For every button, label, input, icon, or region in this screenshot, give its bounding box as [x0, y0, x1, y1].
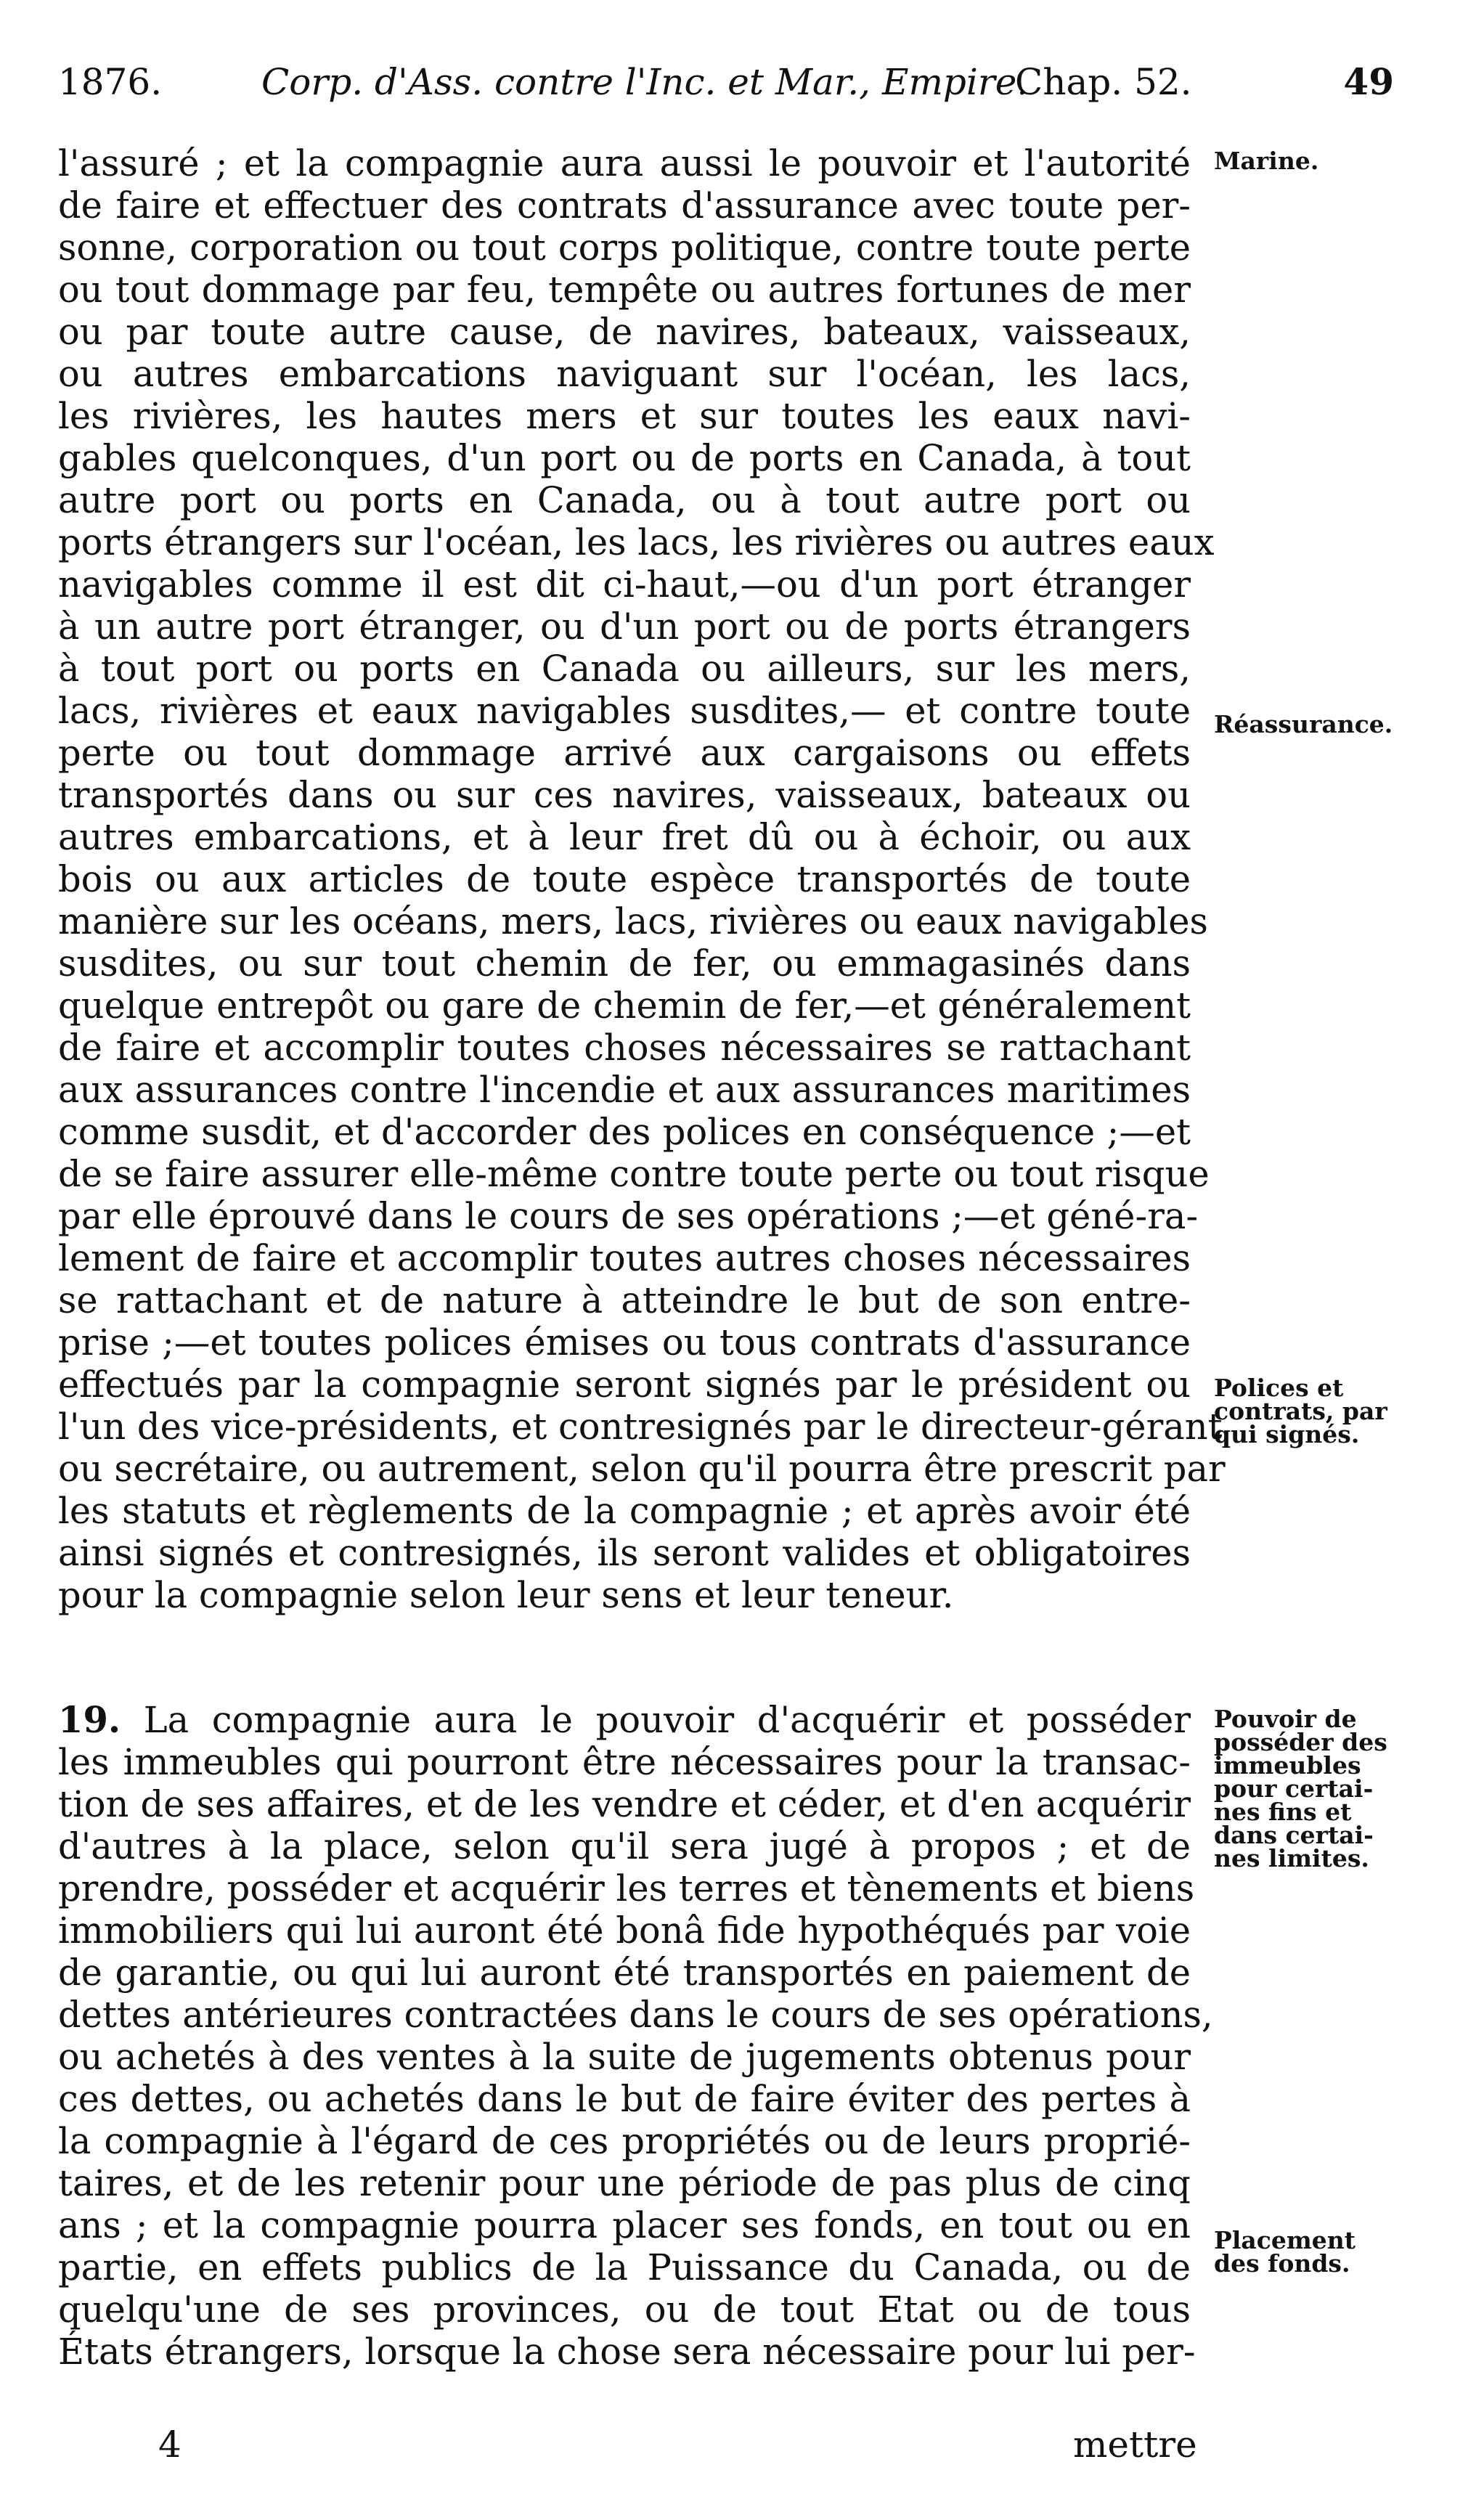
- text-line: navigables comme il est dit ci-haut,—ou d'un port étranger: [58, 563, 1191, 606]
- marginal-note-line: Pouvoir de: [1214, 1705, 1357, 1733]
- text-line: lacs, rivières et eaux navigables susdites,— et contre toute: [58, 690, 1191, 732]
- text-line: autre port ou ports en Canada, ou à tout autre port ou: [58, 479, 1191, 521]
- text-line: l'assuré ; et la compagnie aura aussi le pouvoir et l'autorité: [58, 142, 1191, 184]
- marginal-note-line: nes fins et: [1214, 1798, 1352, 1826]
- text-line: dettes antérieures contractées dans le cours de ses opérations,: [58, 1994, 1213, 2036]
- paragraph-section-19: [58, 1699, 1213, 2373]
- text-line: perte ou tout dommage arrivé aux cargaisons ou effets: [58, 732, 1191, 774]
- text-line: ports étrangers sur l'océan, les lacs, les rivières ou autres eaux: [58, 521, 1215, 563]
- text-line: ou tout dommage par feu, tempête ou autres fortunes de mer: [58, 269, 1191, 311]
- section-19-first-line-text: La compagnie aura le pouvoir d'acquérir et posséder: [143, 1699, 1191, 1741]
- marginal-note-placement: [1214, 2226, 1432, 2278]
- text-line: gables quelconques, d'un port ou de ports en Canada, à tout: [58, 437, 1191, 479]
- text-line: les rivières, les hautes mers et sur toutes les eaux navi-: [58, 395, 1191, 437]
- catchword: mettre: [1073, 2424, 1197, 2466]
- text-line: ou achetés à des ventes à la suite de jugements obtenus pour: [58, 2036, 1191, 2078]
- text-line: pour la compagnie selon leur sens et leur teneur.: [58, 1574, 954, 1616]
- text-line: de se faire assurer elle-même contre toute perte ou tout risque: [58, 1153, 1210, 1195]
- text-line: par elle éprouvé dans le cours de ses opérations ;—et géné-ra-: [58, 1195, 1199, 1237]
- marginal-note-line: qui signés.: [1214, 1420, 1360, 1448]
- section-19-first-line: [58, 1699, 1191, 1741]
- marginal-note-line: immeubles: [1214, 1751, 1361, 1780]
- text-line: taires, et de les retenir pour une période de pas plus de cinq: [58, 2162, 1191, 2204]
- text-line: aux assurances contre l'incendie et aux assurances maritimes: [58, 1069, 1191, 1111]
- text-line: États étrangers, lorsque la chose sera nécessaire pour lui per-: [58, 2331, 1196, 2373]
- text-line: transportés dans ou sur ces navires, vaisseaux, bateaux ou: [58, 774, 1191, 816]
- text-line: ainsi signés et contresignés, ils seront valides et obligatoires: [58, 1532, 1191, 1574]
- marginal-note-line: Réassurance.: [1214, 710, 1393, 738]
- text-line: de faire et effectuer des contrats d'assurance avec toute per-: [58, 184, 1191, 227]
- marginal-note-marine: [1214, 147, 1432, 175]
- text-line: de garantie, ou qui lui auront été transportés en paiement de: [58, 1952, 1191, 1994]
- marginal-note-line: pour certai-: [1214, 1774, 1374, 1803]
- text-line: se rattachant et de nature à atteindre le but de son entre-: [58, 1279, 1191, 1321]
- text-line: ou autres embarcations naviguant sur l'océan, les lacs,: [58, 353, 1191, 395]
- marginal-note-line: Polices et: [1214, 1374, 1344, 1402]
- text-line: sonne, corporation ou tout corps politique, contre toute perte: [58, 227, 1191, 269]
- marginal-note-reassurance: [1214, 710, 1432, 738]
- header-running-title: Corp. d'Ass. contre l'Inc. et Mar., Empire.: [261, 61, 1029, 103]
- marginal-note-pouvoir: [1214, 1705, 1432, 1872]
- text-line: ans ; et la compagnie pourra placer ses fonds, en tout ou en: [58, 2204, 1191, 2246]
- marginal-note-line: posséder des: [1214, 1728, 1387, 1756]
- text-line: partie, en effets publics de la Puissance du Canada, ou de: [58, 2246, 1191, 2288]
- text-line: comme susdit, et d'accorder des polices en conséquence ;—et: [58, 1111, 1191, 1153]
- text-line: tion de ses affaires, et de les vendre et céder, et d'en acquérir: [58, 1783, 1191, 1825]
- running-header: [58, 57, 1408, 107]
- text-line: d'autres à la place, selon qu'il sera jugé à propos ; et de: [58, 1825, 1191, 1867]
- text-line: à un autre port étranger, ou d'un port ou de ports étrangers: [58, 606, 1191, 648]
- paragraph-1: [58, 142, 1226, 1616]
- text-line: prendre, posséder et acquérir les terres et tènements et biens: [58, 1867, 1195, 1909]
- text-line: ces dettes, ou achetés dans le but de faire éviter des pertes à: [58, 2078, 1191, 2120]
- text-line: ou par toute autre cause, de navires, bateaux, vaisseaux,: [58, 311, 1191, 353]
- text-line: bois ou aux articles de toute espèce transportés de toute: [58, 858, 1191, 900]
- text-line: de faire et accomplir toutes choses nécessaires se rattachant: [58, 1027, 1191, 1069]
- header-page-number: 49: [1343, 60, 1394, 103]
- text-line: effectués par la compagnie seront signés par le président ou: [58, 1364, 1191, 1406]
- marginal-note-line: Placement: [1214, 2226, 1355, 2254]
- text-line: les immeubles qui pourront être nécessaires pour la transac-: [58, 1741, 1191, 1783]
- text-line: la compagnie à l'égard de ces propriétés ou de leurs proprié-: [58, 2120, 1191, 2162]
- marginal-note-line: dans certai-: [1214, 1821, 1374, 1849]
- text-line: ou secrétaire, ou autrement, selon qu'il pourra être prescrit par: [58, 1448, 1226, 1490]
- text-line: susdites, ou sur tout chemin de fer, ou emmagasinés dans: [58, 942, 1191, 985]
- text-line: manière sur les océans, mers, lacs, rivières ou eaux navigables: [58, 900, 1208, 942]
- marginal-note-line: nes limites.: [1214, 1844, 1369, 1872]
- header-chapter: Chap. 52.: [1015, 61, 1192, 103]
- text-line: quelqu'une de ses provinces, ou de tout Etat ou de tous: [58, 2288, 1191, 2331]
- marginal-note-line: des fonds.: [1214, 2249, 1350, 2278]
- text-line: autres embarcations, et à leur fret dû ou à échoir, ou aux: [58, 816, 1191, 858]
- text-line: prise ;—et toutes polices émises ou tous contrats d'assurance: [58, 1321, 1191, 1364]
- text-line: les statuts et règlements de la compagnie ; et après avoir été: [58, 1490, 1191, 1532]
- text-line: lement de faire et accomplir toutes autres choses nécessaires: [58, 1237, 1191, 1279]
- header-year: 1876.: [58, 61, 163, 103]
- marginal-note-polices: [1214, 1374, 1432, 1448]
- section-number: 19.: [58, 1699, 121, 1741]
- text-line: immobiliers qui lui auront été bonâ fide hypothéqués par voie: [58, 1909, 1191, 1952]
- text-line: à tout port ou ports en Canada ou ailleurs, sur les mers,: [58, 648, 1191, 690]
- marginal-note-line: Marine.: [1214, 147, 1319, 175]
- text-line: l'un des vice-présidents, et contresignés par le directeur-gérant: [58, 1406, 1223, 1448]
- text-line: quelque entrepôt ou gare de chemin de fer,—et généralement: [58, 985, 1191, 1027]
- signature-mark: 4: [158, 2424, 182, 2466]
- marginal-note-line: contrats, par: [1214, 1397, 1387, 1425]
